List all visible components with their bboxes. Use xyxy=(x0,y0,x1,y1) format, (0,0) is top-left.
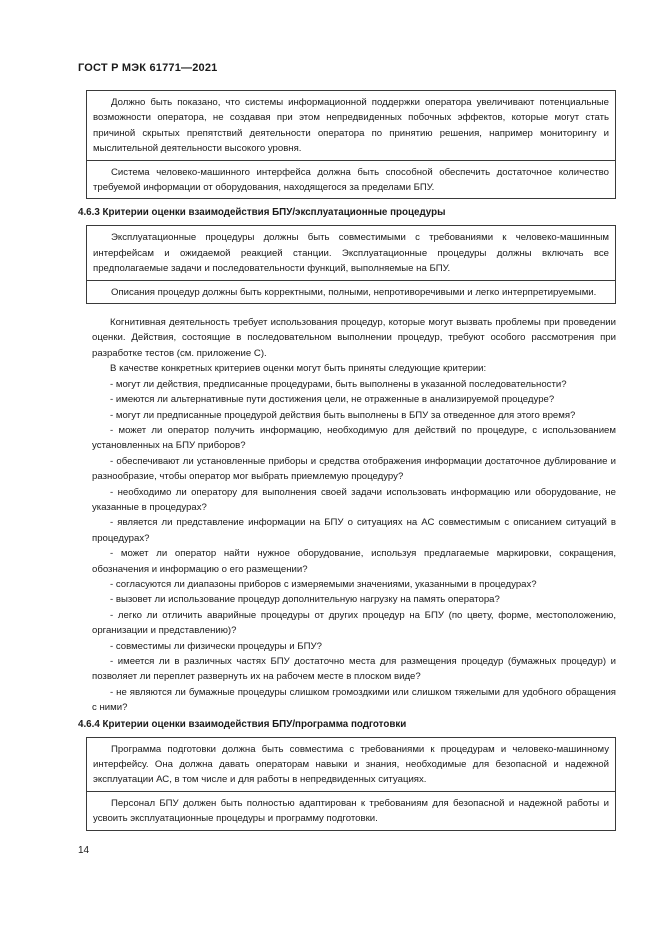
criteria-item: - может ли оператор получить информацию, необходимую для действий по процедуре, с использованием установленных на БПУ приборов? xyxy=(92,424,616,452)
page-number: 14 xyxy=(78,845,90,856)
requirement-text: Программа подготовки должна быть совместима с требованиями к процедурам и человеко-машинному интерфейсу. Она должна давать операторам навыки и знания, необходимые для безопасной и надежной эксплуатации АС, в том числе и для работы в непредвиденных ситуациях. xyxy=(93,743,609,786)
body-text xyxy=(86,315,616,716)
requirement-box xyxy=(86,90,616,161)
criteria-item: - могут ли действия, предписанные процедурами, быть выполнены в указанной последовательности? xyxy=(110,378,567,390)
requirement-text: Персонал БПУ должен быть полностью адаптирован к требованиям для безопасной и надежной работы и усвоить эксплуатационные процедуры и программу подготовки. xyxy=(93,797,609,825)
requirement-text: Должно быть показано, что системы информационной поддержки оператора увеличивают потенциальные возможности оператора, не создавая при этом непредвиденных побочных эффектов, которые могут стать причиной скрытых препятствий деятельности оператора по принятию решения, например мониторингу и мыслительной деятельности высокого уровня. xyxy=(93,97,609,155)
body-paragraph: Когнитивная деятельность требует использования процедур, которые могут вызвать проблемы при проведении оценки. Действия, состоящие в последовательном выполнении процедур, требуют особого рассмотрения при разработке тестов (см. приложение С). xyxy=(92,317,616,359)
criteria-item: - не являются ли бумажные процедуры слишком громоздкими или слишком тяжелыми для удобного обращения с ними? xyxy=(92,686,616,714)
page-content xyxy=(78,90,616,831)
requirement-text: Система человеко-машинного интерфейса должна быть способной обеспечить достаточное количество требуемой информации от оборудования, находящегося за пределами БПУ. xyxy=(93,166,609,194)
criteria-item: - совместимы ли физически процедуры и БПУ? xyxy=(110,640,322,652)
requirement-box xyxy=(86,281,616,304)
criteria-item: - легко ли отличить аварийные процедуры от других процедур на БПУ (по цвету, форме, местоположению, организации и представлению)? xyxy=(92,609,616,637)
requirement-box xyxy=(86,161,616,200)
criteria-item: - обеспечивают ли установленные приборы и средства отображения информации достаточное дублирование и разнообразие, чтобы оператор мог выбрать приемлемую процедуру? xyxy=(92,455,616,483)
body-paragraph: В качестве конкретных критериев оценки могут быть приняты следующие критерии: xyxy=(110,363,487,375)
criteria-item: - имеется ли в различных частях БПУ достаточно места для размещения процедур (бумажных процедур) и позволяет ли переплет развернуть их на рабочем месте в плоском виде? xyxy=(92,656,616,683)
criteria-item: - вызовет ли использование процедур дополнительную нагрузку на память оператора? xyxy=(110,594,500,606)
requirement-box xyxy=(86,225,616,280)
section-heading-4-6-3: 4.6.3 Критерии оценки взаимодействия БПУ/эксплуатационные процедуры xyxy=(78,207,446,219)
section-heading-4-6-4: 4.6.4 Критерии оценки взаимодействия БПУ/программа подготовки xyxy=(78,718,407,730)
criteria-item: - согласуются ли диапазоны приборов с измеряемыми значениями, указанными в процедурах? xyxy=(110,578,537,590)
requirement-box xyxy=(86,792,616,831)
criteria-item: - необходимо ли оператору для выполнения своей задачи использовать информацию или оборудование, не указанные в процедурах? xyxy=(92,486,616,513)
document-header: ГОСТ Р МЭК 61771—2021 xyxy=(78,62,218,74)
requirement-text: Эксплуатационные процедуры должны быть совместимыми с требованиями к человеко-машинным интерфейсам и ожидаемой реакцией станции. Эксплуатационные процедуры должны включать все предполагаемые задачи и последовательности функций, выполняемые на БПУ. xyxy=(93,232,609,275)
requirement-box xyxy=(86,737,616,792)
criteria-item: - является ли представление информации на БПУ о ситуациях на АС совместимым с описанием ситуаций в процедурах? xyxy=(92,517,616,544)
criteria-item: - может ли оператор найти нужное оборудование, используя предлагаемые маркировки, сокращения, обозначения и информацию о его размещении? xyxy=(92,548,616,575)
requirement-text: Описания процедур должны быть корректными, полными, непротиворечивыми и легко интерпретируемыми. xyxy=(111,286,597,298)
criteria-item: - могут ли предписанные процедурой действия быть выполнены в БПУ за отведенное для этого время? xyxy=(110,409,576,421)
criteria-item: - имеются ли альтернативные пути достижения цели, не отраженные в анализируемой процедуре? xyxy=(110,394,555,406)
